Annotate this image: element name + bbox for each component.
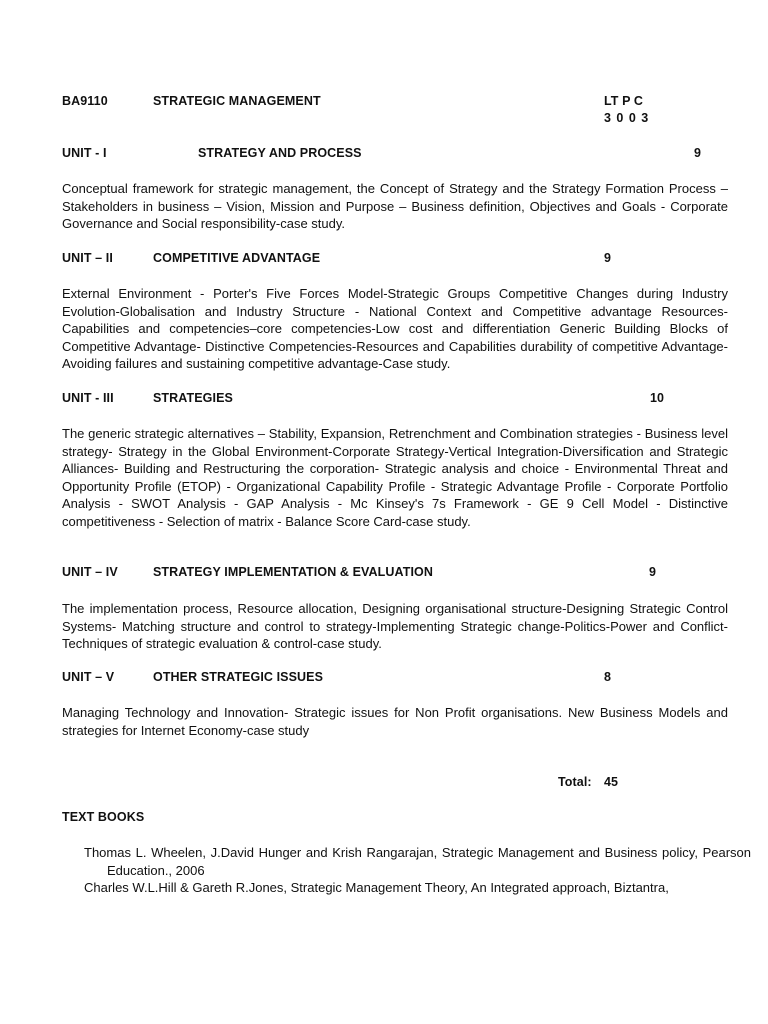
ltpc-labels: LT P C [604, 94, 644, 108]
course-code: BA9110 [62, 94, 108, 108]
unit-5-hours: 8 [604, 670, 612, 684]
unit-4-title: STRATEGY IMPLEMENTATION & EVALUATION [153, 565, 433, 579]
course-title: STRATEGIC MANAGEMENT [153, 94, 321, 108]
unit-5-content: Managing Technology and Innovation- Strategic issues for Non Profit organisations. New Business Models and strategies for Internet Economy-case study [62, 705, 728, 738]
unit-2-content: External Environment - Porter's Five Forces Model-Strategic Groups Competitive Changes during Industry Evolution-Globalisation and Industry Structure - National Context and Competitive advantage Resources- Capabilities and competencies–core competencies-Low cost and differentiation Generic Building Blocks of Competitive Advantage- Distinctive Competencies-Resources and Capabilities durability of competitive Advantage- Avoiding failures and sustaining competitive advantage-Case study. [62, 286, 728, 371]
ltpc-values: 3 0 0 3 [604, 111, 650, 125]
unit-3-content: The generic strategic alternatives – Stability, Expansion, Retrenchment and Combination strategies - Business level strategy- Strategy in the Global Environment-Corporate Strategy-Vertical Integration-Diversification and Strategic Alliances- Building and Restructuring the corporation- Strategic analysis and choice - Environmental Threat and Opportunity Profile (ETOP) - Organizational Capability Profile - Strategic Advantage Profile - Corporate Portfolio Analysis - SWOT Analysis - GAP Analysis - Mc Kinsey's 7s Framework - GE 9 Cell Model - Distinctive competitiveness - Selection of matrix - Balance Score Card-case study. [62, 426, 728, 529]
unit-2-hours: 9 [604, 251, 612, 265]
textbooks-heading: TEXT BOOKS [62, 810, 145, 824]
unit-1-hours: 9 [694, 146, 702, 160]
unit-4-content: The implementation process, Resource allocation, Designing organisational structure-Designing Strategic Control Systems- Matching structure and control to strategy-Implementing Strategic change-Politics-Power and Conflict-Techniques of strategic evaluation & control-case study. [62, 601, 728, 651]
unit-1-title: STRATEGY AND PROCESS [198, 146, 362, 160]
unit-2-label: UNIT – II [62, 251, 113, 265]
unit-5-title: OTHER STRATEGIC ISSUES [153, 670, 324, 684]
unit-5-label: UNIT – V [62, 670, 115, 684]
total-value: 45 [604, 775, 619, 789]
unit-4-label: UNIT – IV [62, 565, 118, 579]
total-label: Total: [558, 775, 592, 789]
unit-2-title: COMPETITIVE ADVANTAGE [153, 251, 321, 265]
unit-3-label: UNIT - III [62, 391, 114, 405]
textbook-item: Thomas L. Wheelen, J.David Hunger and Krish Rangarajan, Strategic Management and Business policy, Pearson Education., 2006 [84, 845, 751, 878]
unit-4-hours: 9 [649, 565, 657, 579]
unit-1-content: Conceptual framework for strategic management, the Concept of Strategy and the Strategy Formation Process – Stakeholders in business – Vision, Mission and Purpose – Business definition, Objectives and Goals - Corporate Governance and Social responsibility-case study. [62, 181, 728, 231]
unit-1-label: UNIT - I [62, 146, 107, 160]
textbook-item: Charles W.L.Hill & Gareth R.Jones, Strategic Management Theory, An Integrated approach, Biztantra, [84, 880, 669, 895]
unit-3-title: STRATEGIES [153, 391, 233, 405]
unit-3-hours: 10 [650, 391, 665, 405]
